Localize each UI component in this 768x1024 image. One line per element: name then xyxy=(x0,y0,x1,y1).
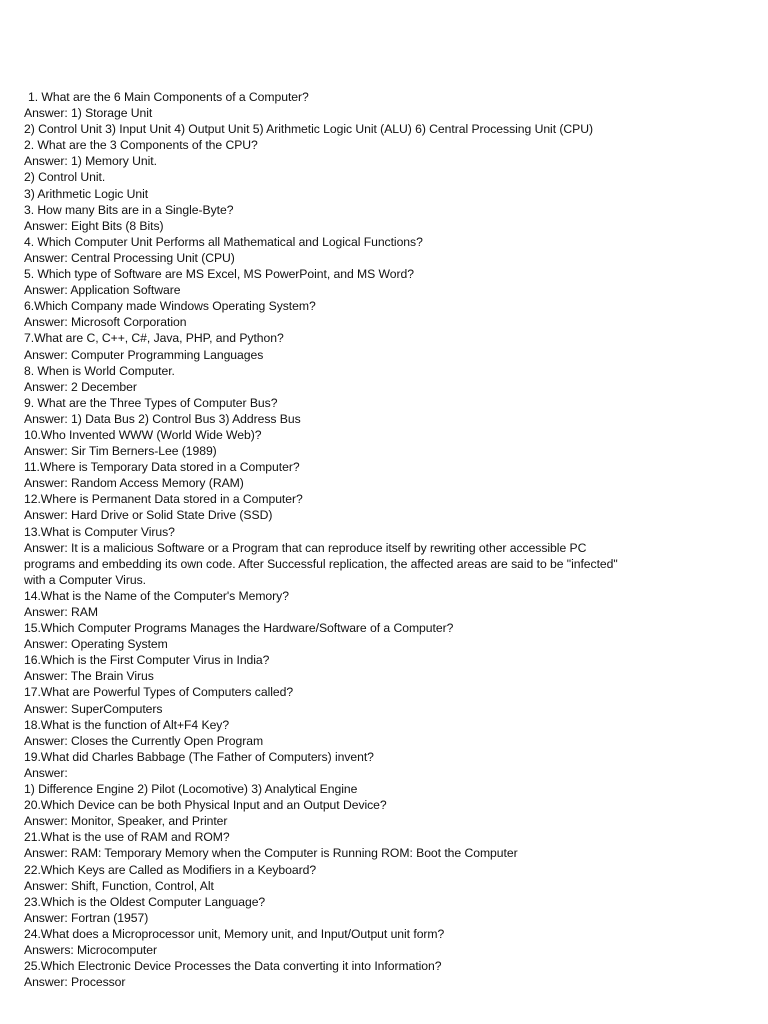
document-body xyxy=(24,89,764,990)
text-line: Answer: Processor xyxy=(24,975,126,990)
text-line: 24.What does a Microprocessor unit, Memory unit, and Input/Output unit form? xyxy=(24,926,445,941)
text-line: 5. Which type of Software are MS Excel, MS PowerPoint, and MS Word? xyxy=(24,267,414,282)
text-line: Answer: Random Access Memory (RAM) xyxy=(24,476,244,491)
text-line: Answer: Hard Drive or Solid State Drive (SSD) xyxy=(24,508,273,523)
text-line: 22.Which Keys are Called as Modifiers in a Keyboard? xyxy=(24,862,317,877)
text-line: Answer: Shift, Function, Control, Alt xyxy=(24,878,214,893)
text-line: 6.Which Company made Windows Operating System? xyxy=(24,299,316,314)
text-line: Answer: 2 December xyxy=(24,379,137,394)
text-line: programs and embedding its own code. After Successful replication, the affected areas are said to be "infected" xyxy=(24,556,618,571)
text-line: Answer: 1) Data Bus 2) Control Bus 3) Address Bus xyxy=(24,411,301,426)
text-line: Answer: Application Software xyxy=(24,283,181,298)
text-line: Answer: Central Processing Unit (CPU) xyxy=(24,250,235,265)
text-line: 10.Who Invented WWW (World Wide Web)? xyxy=(24,427,262,442)
text-line: Answer: RAM: Temporary Memory when the Computer is Running ROM: Boot the Computer xyxy=(24,846,518,861)
text-line: 1. What are the 6 Main Components of a Computer? xyxy=(28,90,309,104)
text-line: 23.Which is the Oldest Computer Language? xyxy=(24,894,266,909)
text-line: 14.What is the Name of the Computer's Memory? xyxy=(24,588,289,603)
text-line: Answer: Sir Tim Berners-Lee (1989) xyxy=(24,444,217,459)
text-line: 2) Control Unit. xyxy=(24,170,106,185)
text-line: 3) Arithmetic Logic Unit xyxy=(24,186,149,201)
text-line: Answer: 1) Storage Unit xyxy=(24,106,153,121)
text-line: Answer: Eight Bits (8 Bits) xyxy=(24,218,164,233)
text-line: 18.What is the function of Alt+F4 Key? xyxy=(24,717,230,732)
text-line: 2) Control Unit 3) Input Unit 4) Output Unit 5) Arithmetic Logic Unit (ALU) 6) Central Processing Unit (CPU) xyxy=(24,122,593,137)
text-line: 21.What is the use of RAM and ROM? xyxy=(24,830,230,845)
text-line: Answer: Fortran (1957) xyxy=(24,910,149,925)
text-line: Answer: 1) Memory Unit. xyxy=(24,154,157,169)
text-line: 11.Where is Temporary Data stored in a Computer? xyxy=(24,460,300,475)
text-line: Answer: It is a malicious Software or a Program that can reproduce itself by rewriting other accessible PC xyxy=(24,540,587,555)
text-line: Answer: Computer Programming Languages xyxy=(24,347,264,362)
text-line: Answer: xyxy=(24,765,68,780)
text-line: Answer: RAM xyxy=(24,605,98,619)
text-line: 2. What are the 3 Components of the CPU? xyxy=(24,138,258,153)
text-line: 4. Which Computer Unit Performs all Mathematical and Logical Functions? xyxy=(24,234,423,249)
text-line: 25.Which Electronic Device Processes the Data converting it into Information? xyxy=(24,959,442,974)
text-line: 15.Which Computer Programs Manages the Hardware/Software of a Computer? xyxy=(24,621,454,636)
text-line: 13.What is Computer Virus? xyxy=(24,524,175,539)
text-line: Answer: Closes the Currently Open Program xyxy=(24,733,264,748)
text-line: 20.Which Device can be both Physical Input and an Output Device? xyxy=(24,798,387,813)
text-line: 7.What are C, C++, C#, Java, PHP, and Python? xyxy=(24,331,284,346)
text-line: 17.What are Powerful Types of Computers called? xyxy=(24,685,294,700)
text-line: Answer: Operating System xyxy=(24,637,168,652)
text-line: Answer: Monitor, Speaker, and Printer xyxy=(24,814,228,829)
text-line: Answer: The Brain Virus xyxy=(24,669,154,684)
text-line: Answers: Microcomputer xyxy=(24,942,157,957)
text-line: 1) Difference Engine 2) Pilot (Locomotive) 3) Analytical Engine xyxy=(24,782,358,797)
text-line: 3. How many Bits are in a Single-Byte? xyxy=(24,202,234,217)
text-line: with a Computer Virus. xyxy=(24,572,146,587)
text-line: Answer: SuperComputers xyxy=(24,701,163,716)
text-line: 8. When is World Computer. xyxy=(24,363,175,378)
text-line: 9. What are the Three Types of Computer Bus? xyxy=(24,395,278,410)
text-line: 12.Where is Permanent Data stored in a Computer? xyxy=(24,492,303,507)
text-line: Answer: Microsoft Corporation xyxy=(24,315,187,330)
text-line: 16.Which is the First Computer Virus in India? xyxy=(24,653,270,668)
text-line: 19.What did Charles Babbage (The Father of Computers) invent? xyxy=(24,749,374,764)
